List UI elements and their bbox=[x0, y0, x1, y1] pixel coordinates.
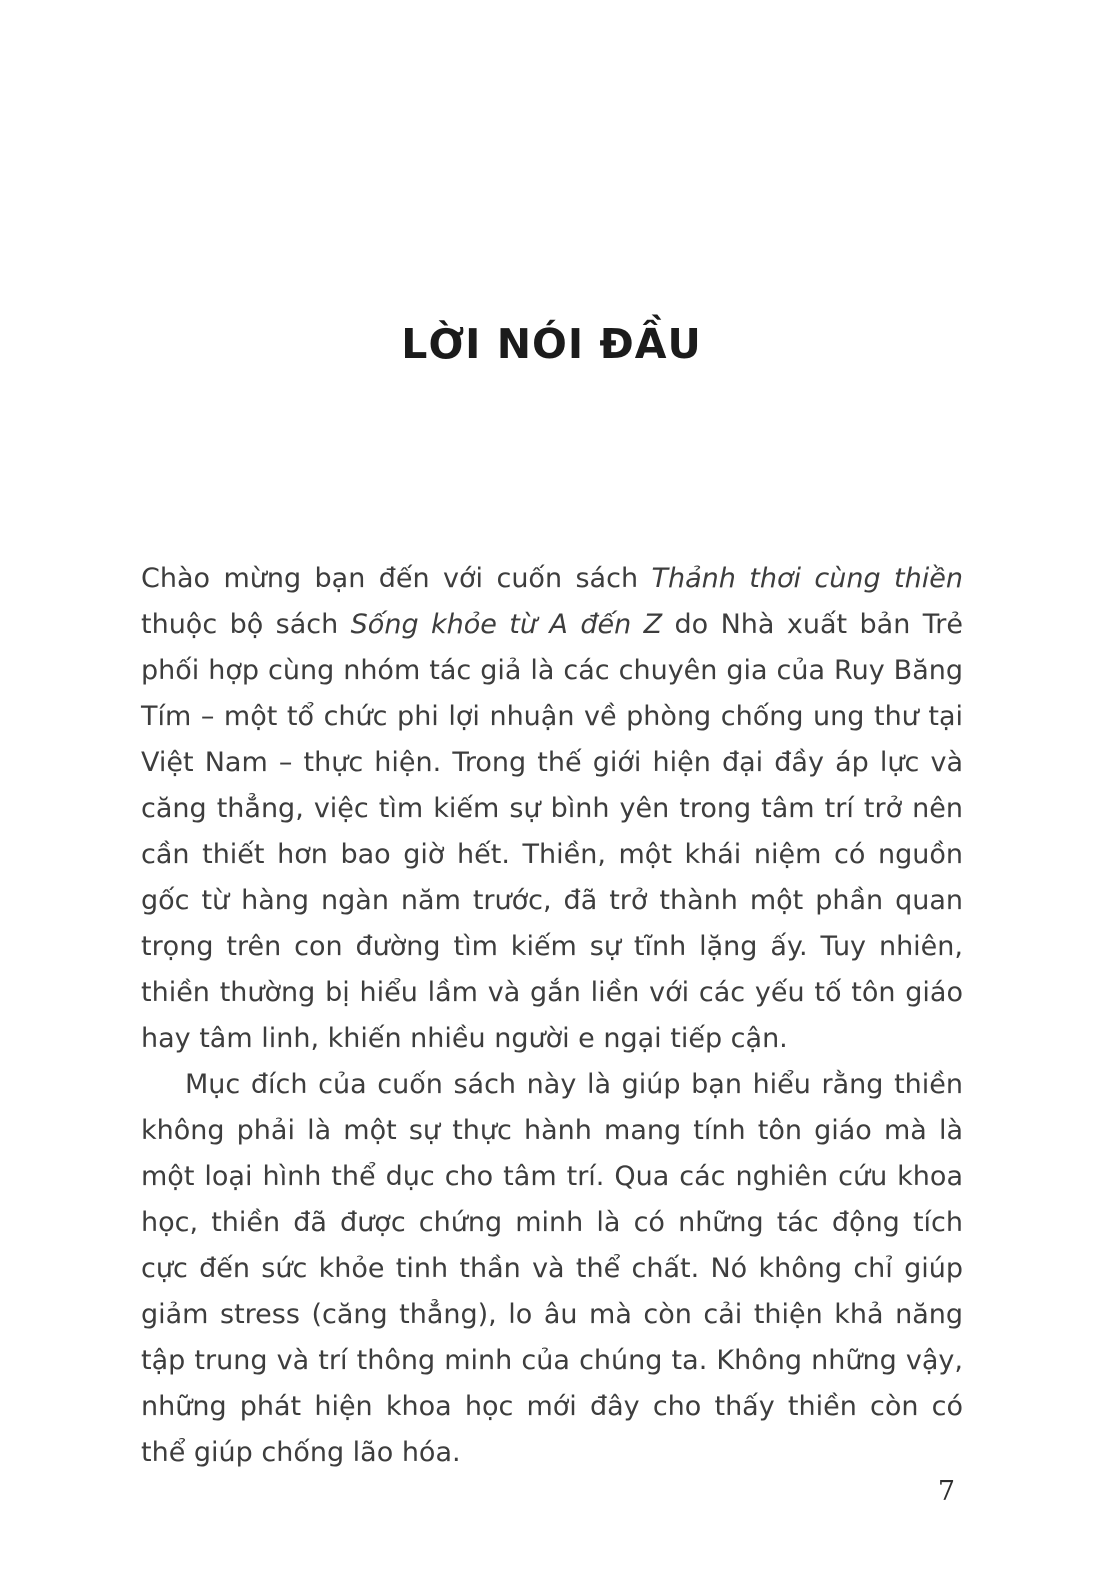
paragraph bbox=[141, 556, 963, 1062]
book-title-italic: Thảnh thơi cùng thiền bbox=[651, 563, 963, 594]
text-run: Mục đích của cuốn sách này là giúp bạn hiểu rằng thiền không phải là một sự thực hành mang tính tôn giáo mà là một loại hình thể dục cho tâm trí. Qua các nghiên cứu khoa học, thiền đã được chứng minh là có những tác động tích cực đến sức khỏe tinh thần và thể chất. Nó không chỉ giúp giảm stress (căng thẳng), lo âu mà còn cải thiện khả năng tập trung và trí thông minh của chúng ta. Không những vậy, những phát hiện khoa học mới đây cho thấy thiền còn có thể giúp chống lão hóa. bbox=[141, 1069, 963, 1468]
paragraph bbox=[141, 1062, 963, 1476]
text-run: do Nhà xuất bản Trẻ phối hợp cùng nhóm tác giả là các chuyên gia của Ruy Băng Tím – một tổ chức phi lợi nhuận về phòng chống ung thư tại Việt Nam – thực hiện. Trong thế giới hiện đại đầy áp lực và căng thẳng, việc tìm kiếm sự bình yên trong tâm trí trở nên cần thiết hơn bao giờ hết. Thiền, một khái niệm có nguồn gốc từ hàng ngàn năm trước, đã trở thành một phần quan trọng trên con đường tìm kiếm sự tĩnh lặng ấy. Tuy nhiên, thiền thường bị hiểu lầm và gắn liền với các yếu tố tôn giáo hay tâm linh, khiến nhiều người e ngại tiếp cận. bbox=[141, 609, 963, 1054]
text-run: Chào mừng bạn đến với cuốn sách bbox=[141, 563, 652, 594]
page-number: 7 bbox=[937, 1476, 955, 1507]
body-text bbox=[141, 556, 963, 1476]
book-title-italic: Sống khỏe từ A đến Z bbox=[350, 609, 663, 640]
text-run: thuộc bộ sách bbox=[141, 609, 351, 640]
chapter-title: LỜI NÓI ĐẦU bbox=[401, 320, 702, 368]
